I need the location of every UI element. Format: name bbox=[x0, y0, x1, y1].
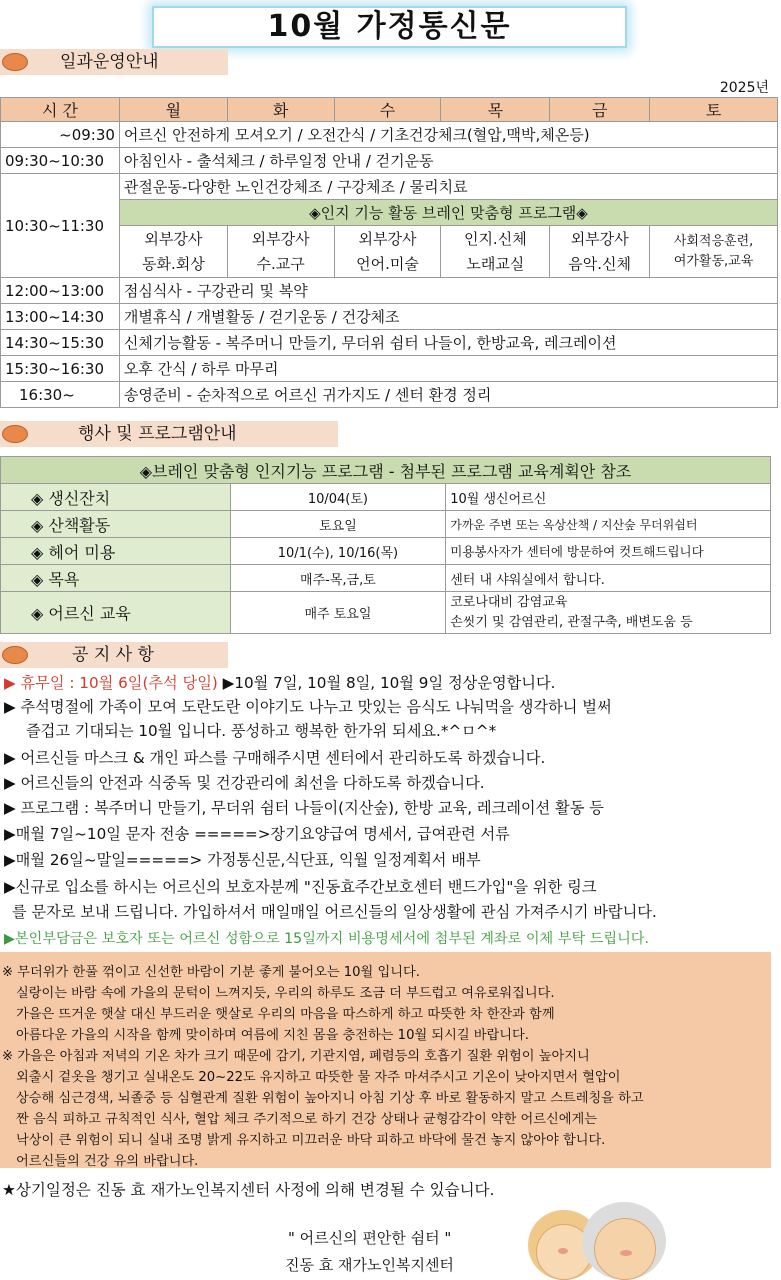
time-cell: ~09:30 bbox=[1, 122, 120, 148]
program-name: ◈ 산책활동 bbox=[1, 511, 231, 538]
notice-payment: ▶본인부담금은 보호자 또는 어르신 성함으로 15일까지 비용명세서에 첨부된 계좌로 이체 부탁 드립니다. bbox=[4, 931, 649, 947]
message-line: 외출시 겉옷을 챙기고 실내온도 20~22도 유지하고 따뜻한 물 자주 마셔주시고 기온이 낮아지면서 혈압이 bbox=[16, 1070, 621, 1085]
grandfather-face-icon bbox=[594, 1218, 656, 1280]
notice-item: ▶ 프로그램 : 복주머니 만들기, 무더위 쉼터 나들이(지산숲), 한방 교육, 레크레이션 활동 등 bbox=[4, 799, 604, 817]
header-sat: 토 bbox=[650, 98, 778, 122]
notice-item: 를 문자로 보내 드립니다. 가입하셔서 매일매일 어르신들의 일상생활에 관심 가져주시기 바랍니다. bbox=[12, 903, 657, 921]
day-program-cell: 사회적응훈련, 여가활동,교육 bbox=[650, 226, 778, 278]
activity-cell: 점심식사 - 구강관리 및 복약 bbox=[119, 278, 777, 304]
notice-item: ▶ 추석명절에 가족이 모여 도란도란 이야기도 나누고 맛있는 음식도 나눠먹을 생각하니 벌써 bbox=[4, 698, 612, 716]
time-cell: 15:30~16:30 bbox=[1, 356, 120, 382]
notice-item: 즐겁고 기대되는 10월 입니다. 풍성하고 행복한 한가위 되세요.*^ㅁ^* bbox=[26, 722, 497, 740]
activity-cell: 어르신 안전하게 모셔오기 / 오전간식 / 기초건강체크(혈압,맥박,체온등) bbox=[119, 122, 777, 148]
program-desc: 센터 내 샤워실에서 합니다. bbox=[446, 565, 771, 592]
program-name: ◈ 헤어 미용 bbox=[1, 538, 231, 565]
message-line: ※ 가을은 아침과 저녁의 기온 차가 크기 때문에 감기, 기관지염, 폐렴등의 호흡기 질환 위험이 높아지니 bbox=[2, 1049, 590, 1064]
message-line: ※ 무더위가 한풀 꺾이고 신선한 바람이 기분 좋게 불어오는 10월 입니다. bbox=[2, 965, 420, 980]
table-row bbox=[1, 382, 778, 408]
program-date: 매주-목,금,토 bbox=[230, 565, 446, 592]
header-wed: 수 bbox=[334, 98, 441, 122]
program-header-row bbox=[1, 457, 771, 484]
day-program-cell: 외부강사 음악.신체 bbox=[550, 226, 650, 278]
seasonal-message-box bbox=[0, 952, 771, 1168]
activity-cell: 신체기능활동 - 복주머니 만들기, 무더위 쉼터 나들이, 한방교육, 레크레이션 bbox=[119, 330, 777, 356]
activity-cell: 개별휴식 / 개별활동 / 걷기운동 / 건강체조 bbox=[119, 304, 777, 330]
schedule-change-note: ★상기일정은 진동 효 재가노인복지센터 사정에 의해 변경될 수 있습니다. bbox=[2, 1181, 495, 1199]
center-name: 진동 효 재가노인복지센터 bbox=[285, 1256, 454, 1274]
cheek-icon bbox=[558, 1248, 568, 1254]
notice-item: ▶ 어르신들 마스크 & 개인 파스를 구매해주시면 센터에서 관리하도록 하겠습니다. bbox=[4, 749, 546, 767]
table-row bbox=[1, 304, 778, 330]
page-title: 10월 가정통신문 bbox=[152, 6, 627, 48]
program-banner: ◈인지 기능 활동 브레인 맞춤형 프로그램◈ bbox=[119, 200, 777, 226]
day-program-cell: 인지.신체 노래교실 bbox=[441, 226, 550, 278]
message-line: 실랑이는 바람 속에 가을의 문턱이 느껴지듯, 우리의 하루도 조금 더 부드럽고 여유로워집니다. bbox=[16, 986, 555, 1001]
section-notice-header bbox=[0, 642, 228, 668]
program-header: ◈브레인 맞춤형 인지기능 프로그램 - 첨부된 프로그램 교육계획안 참조 bbox=[1, 457, 771, 484]
year-label: 2025년 bbox=[719, 80, 769, 96]
message-line: 짠 음식 피하고 규칙적인 식사, 혈압 체크 주기적으로 하기 건강 상태나 균형감각이 약한 어르신에게는 bbox=[16, 1112, 597, 1127]
table-row bbox=[1, 148, 778, 174]
program-table bbox=[0, 456, 771, 634]
header-time: 시 간 bbox=[1, 98, 120, 122]
cheek-icon bbox=[620, 1250, 632, 1256]
time-cell: 12:00~13:00 bbox=[1, 278, 120, 304]
program-name: ◈ 어르신 교육 bbox=[1, 592, 231, 634]
table-row bbox=[1, 278, 778, 304]
table-row bbox=[1, 174, 778, 200]
table-row bbox=[1, 330, 778, 356]
program-date: 토요일 bbox=[230, 511, 446, 538]
table-row bbox=[1, 484, 771, 511]
notice-item: ▶신규로 입소를 하시는 어르신의 보호자분께 "진동효주간보호센터 밴드가입"을 위한 링크 bbox=[4, 878, 597, 896]
header-fri: 금 bbox=[550, 98, 650, 122]
center-slogan: " 어르신의 편안한 쉼터 " bbox=[288, 1229, 452, 1247]
program-date: 10/1(수), 10/16(목) bbox=[230, 538, 446, 565]
section-title: 공 지 사 항 bbox=[72, 645, 154, 665]
program-date: 10/04(토) bbox=[230, 484, 446, 511]
program-name: ◈ 목욕 bbox=[1, 565, 231, 592]
table-row bbox=[1, 356, 778, 382]
program-desc: 10월 생신어르신 bbox=[446, 484, 771, 511]
program-name: ◈ 생신잔치 bbox=[1, 484, 231, 511]
section-title: 행사 및 프로그램안내 bbox=[78, 424, 237, 444]
table-row bbox=[1, 538, 771, 565]
orange-bullet-icon bbox=[2, 53, 28, 71]
schedule-header-row bbox=[1, 98, 778, 122]
table-row bbox=[1, 565, 771, 592]
message-line: 가을은 뜨거운 햇살 대신 부드러운 햇살로 우리의 마음을 따스하게 하고 따뜻한 차 한잔과 함께 bbox=[16, 1007, 555, 1022]
section-title: 일과운영안내 bbox=[60, 52, 159, 72]
message-line: 어르신들의 건강 유의 바랍니다. bbox=[16, 1154, 199, 1169]
notice-item: ▶ 어르신들의 안전과 식중독 및 건강관리에 최선을 다하도록 하겠습니다. bbox=[4, 774, 485, 792]
time-cell: 14:30~15:30 bbox=[1, 330, 120, 356]
program-desc: 코로나대비 감염교육 손씻기 및 감염관리, 관절구축, 배변도움 등 bbox=[446, 592, 771, 634]
message-line: 아름다운 가을의 시작을 함께 맞이하며 여름에 지친 몸을 충전하는 10월 되시길 바랍니다. bbox=[16, 1028, 529, 1043]
message-line: 상승해 심근경색, 뇌졸중 등 심혈관계 질환 위험이 높아지니 아침 기상 후 바로 활동하지 말고 스트레칭을 하고 bbox=[16, 1091, 644, 1106]
program-desc: 가까운 주변 또는 옥상산책 / 지산숲 무더위쉼터 bbox=[446, 511, 771, 538]
section-schedule-header bbox=[0, 49, 228, 75]
message-line: 낙상이 큰 위험이 되니 실내 조명 밝게 유지하고 미끄러운 바닥 피하고 바닥에 물건 놓지 않아야 합니다. bbox=[16, 1133, 606, 1148]
schedule-table bbox=[0, 97, 778, 408]
activity-cell: 송영준비 - 순차적으로 어르신 귀가지도 / 센터 환경 정리 bbox=[119, 382, 777, 408]
day-program-cell: 외부강사 언어.미술 bbox=[334, 226, 441, 278]
section-events-header bbox=[0, 421, 338, 447]
activity-cell: 아침인사 - 출석체크 / 하루일정 안내 / 걷기운동 bbox=[119, 148, 777, 174]
header-tue: 화 bbox=[227, 98, 334, 122]
notice-holiday: ▶ 휴무일 : 10월 6일(추석 당일) ▶10월 7일, 10월 8일, 10월 9일 정상운영합니다. bbox=[4, 674, 556, 692]
orange-bullet-icon bbox=[2, 425, 28, 443]
table-row bbox=[1, 122, 778, 148]
time-cell: 09:30~10:30 bbox=[1, 148, 120, 174]
orange-bullet-icon bbox=[2, 646, 28, 664]
time-cell: 10:30~11:30 bbox=[1, 174, 120, 278]
activity-cell: 오후 간식 / 하루 마무리 bbox=[119, 356, 777, 382]
day-program-cell: 외부강사 동화.회상 bbox=[119, 226, 227, 278]
time-cell: 13:00~14:30 bbox=[1, 304, 120, 330]
time-cell: 16:30~ bbox=[1, 382, 120, 408]
header-mon: 월 bbox=[119, 98, 227, 122]
program-desc: 미용봉사자가 센터에 방문하여 컷트해드립니다 bbox=[446, 538, 771, 565]
activity-cell: 관절운동-다양한 노인건강체조 / 구강체조 / 물리치료 bbox=[119, 174, 777, 200]
table-row bbox=[1, 592, 771, 634]
notice-item: ▶매월 7일~10일 문자 전송 =====>장기요양급여 명세서, 급여관련 서류 bbox=[4, 825, 510, 843]
day-program-cell: 외부강사 수.교구 bbox=[227, 226, 334, 278]
program-date: 매주 토요일 bbox=[230, 592, 446, 634]
elderly-couple-illustration bbox=[522, 1198, 774, 1280]
header-thu: 목 bbox=[441, 98, 550, 122]
notice-item: ▶매월 26일~말일=====> 가정통신문,식단표, 익월 일정계획서 배부 bbox=[4, 851, 481, 869]
table-row bbox=[1, 511, 771, 538]
